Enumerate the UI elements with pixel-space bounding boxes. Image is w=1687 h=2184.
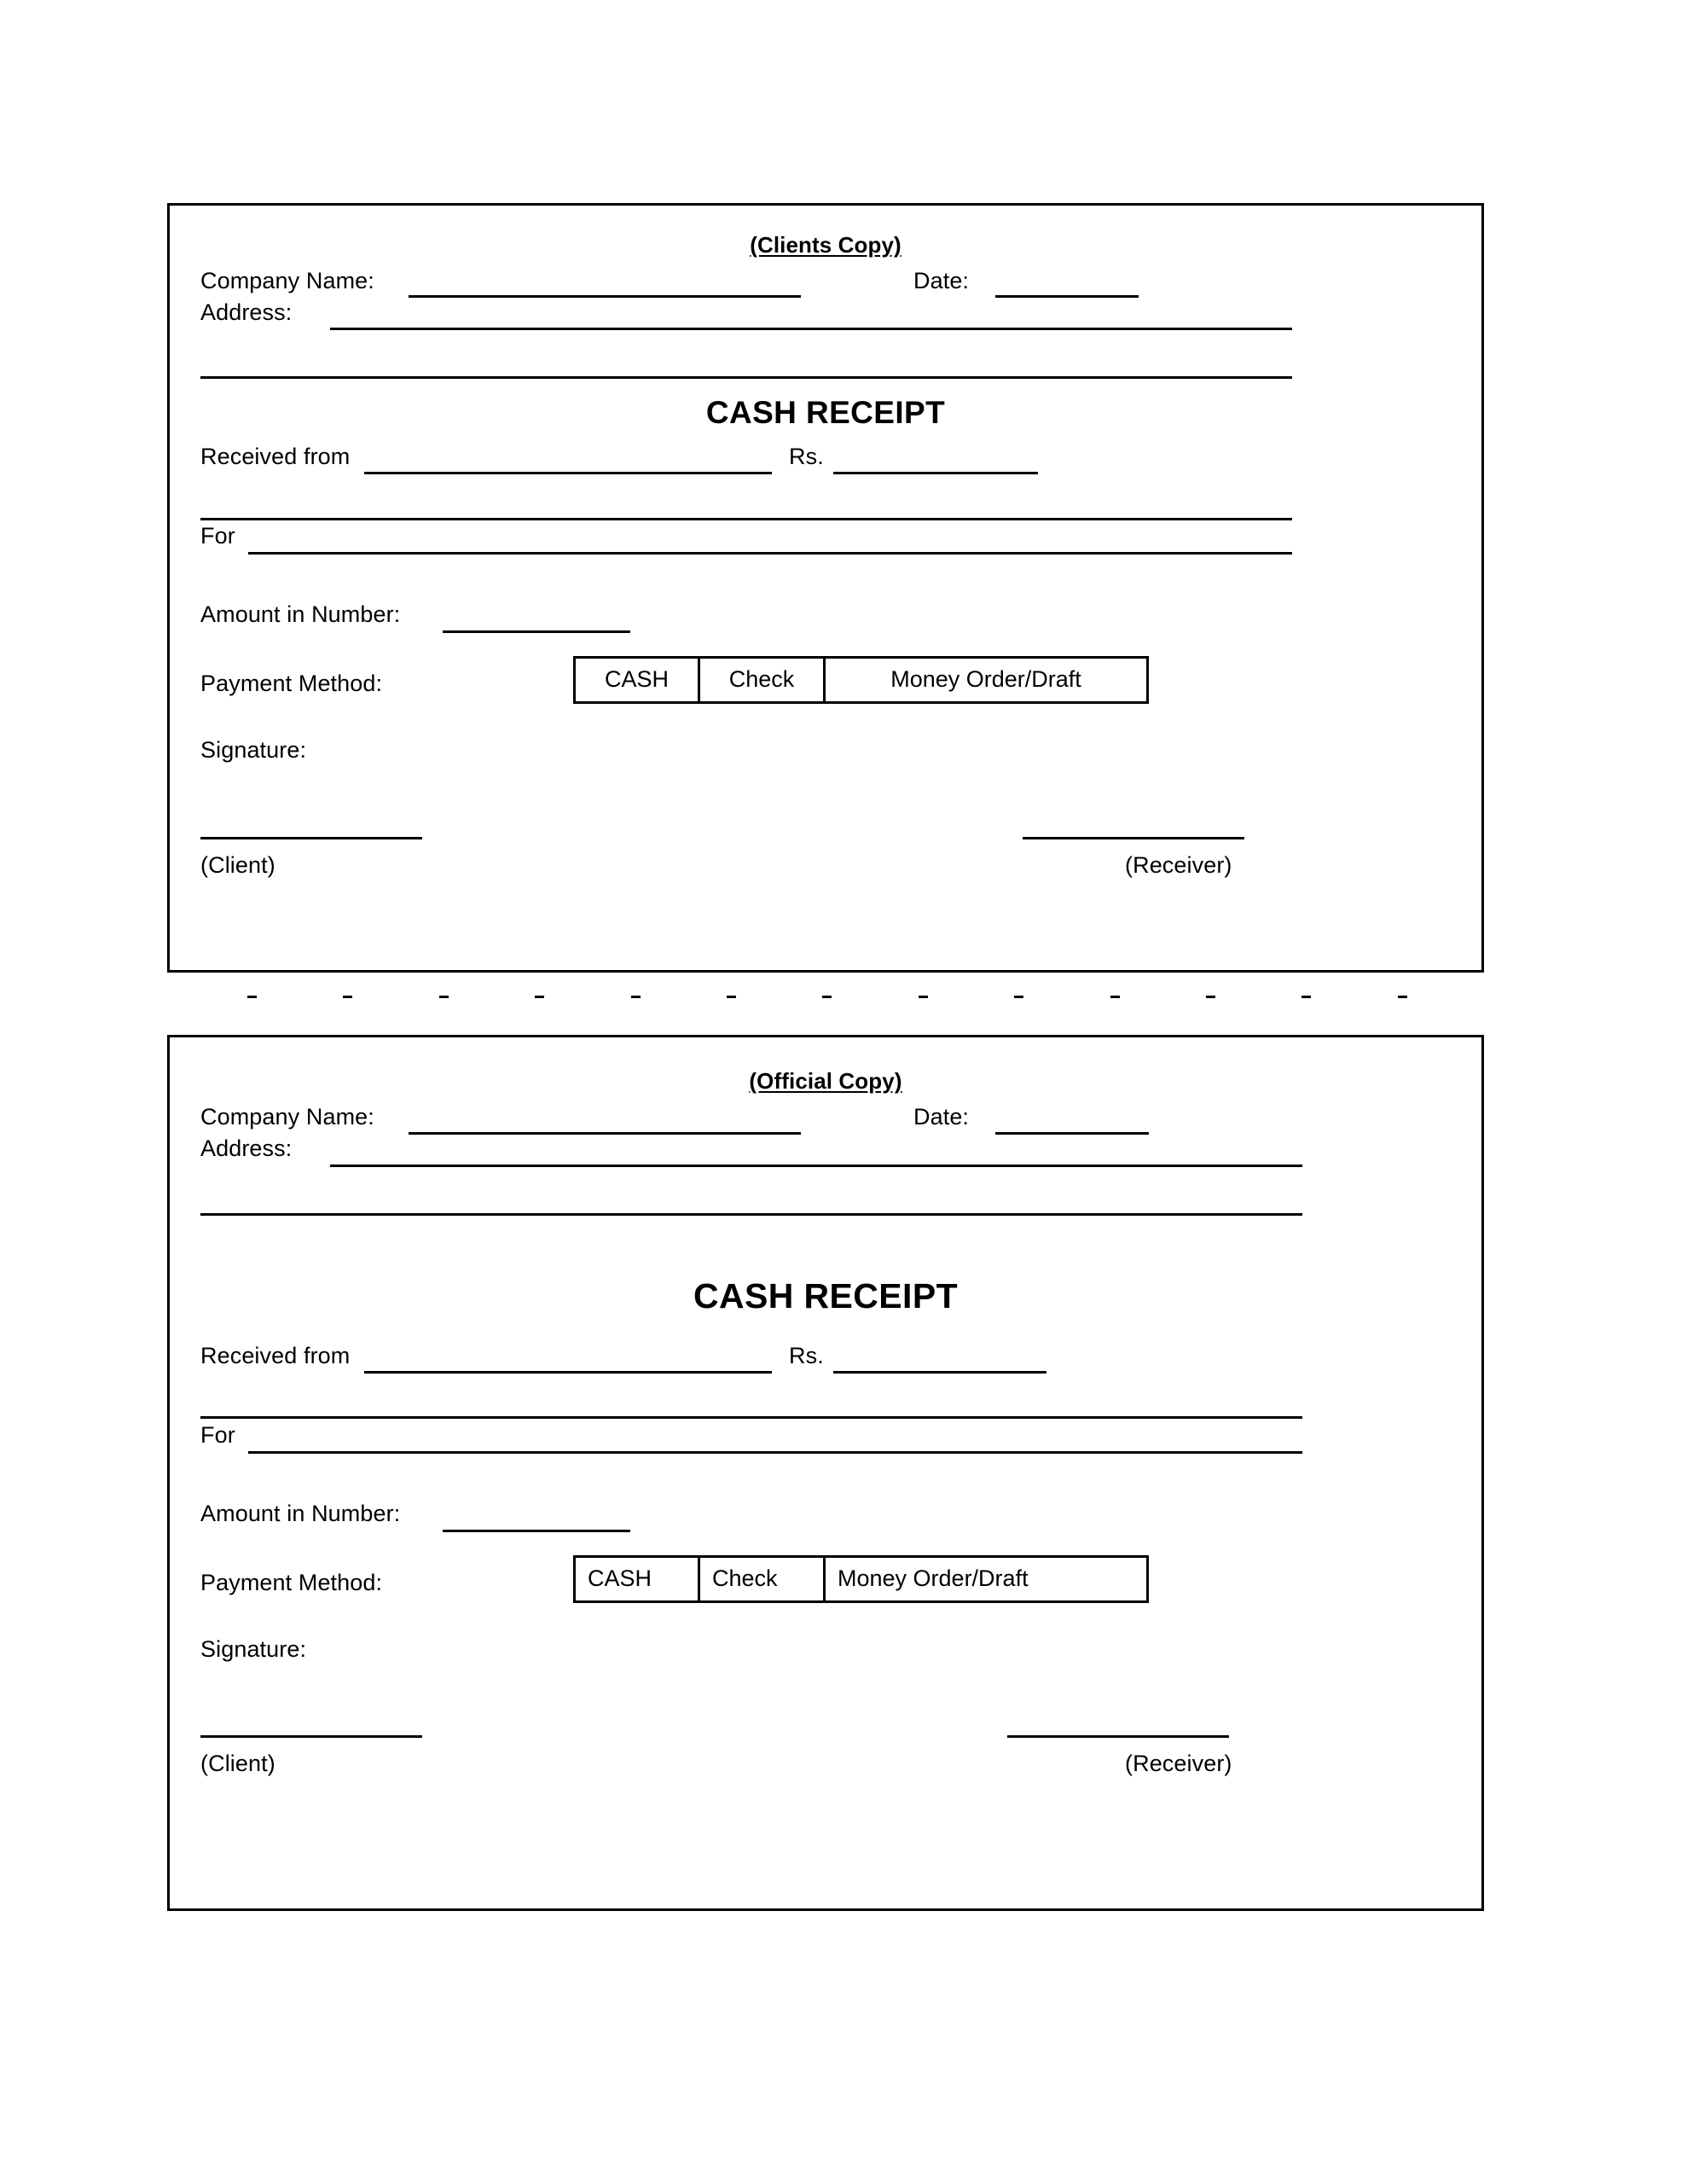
perforation-dash: [535, 996, 544, 998]
perforation-dash: [1301, 996, 1311, 998]
payment-option-cash[interactable]: CASH: [576, 1558, 700, 1600]
amount-in-number-label: Amount in Number:: [200, 1501, 401, 1526]
currency-label: Rs.: [789, 1343, 824, 1368]
document-title: CASH RECEIPT: [693, 1276, 959, 1316]
receiver-caption: (Receiver): [1125, 852, 1232, 878]
signature-label: Signature:: [200, 737, 307, 763]
date-input[interactable]: [995, 1132, 1149, 1135]
address-input-line2[interactable]: [200, 376, 1292, 379]
perforation-dash: [727, 996, 736, 998]
company-name-label: Company Name:: [200, 268, 374, 293]
received-from-label: Received from: [200, 444, 351, 469]
amount-in-number-input[interactable]: [443, 1530, 630, 1532]
perforation-dash: [1110, 996, 1120, 998]
document-title: CASH RECEIPT: [705, 395, 946, 430]
perforation-dash: [439, 996, 449, 998]
perforation-dash: [1014, 996, 1023, 998]
client-caption: (Client): [200, 852, 275, 878]
payment-method-label: Payment Method:: [200, 1570, 383, 1595]
receiver-signature-input[interactable]: [1007, 1735, 1229, 1738]
client-caption: (Client): [200, 1751, 275, 1776]
receipt-card-clients-copy: [167, 203, 1484, 973]
for-label: For: [200, 523, 235, 549]
address-label: Address:: [200, 1136, 293, 1161]
address-input[interactable]: [330, 328, 1292, 330]
received-from-input[interactable]: [364, 1371, 772, 1374]
amount-in-number-label: Amount in Number:: [200, 601, 401, 627]
perforation-dash: [343, 996, 352, 998]
for-input[interactable]: [248, 552, 1292, 555]
amount-words-input[interactable]: [833, 472, 1038, 474]
address-label: Address:: [200, 299, 293, 325]
perforation-dash: [919, 996, 928, 998]
for-label: For: [200, 1422, 235, 1448]
address-input-line2[interactable]: [200, 1213, 1302, 1216]
payment-option-check[interactable]: Check: [700, 659, 826, 701]
client-signature-input[interactable]: [200, 1735, 422, 1738]
received-from-label: Received from: [200, 1343, 351, 1368]
perforation-dash: [1206, 996, 1215, 998]
payment-option-check[interactable]: Check: [700, 1558, 826, 1600]
amount-words-input[interactable]: [833, 1371, 1046, 1374]
signature-label: Signature:: [200, 1636, 307, 1662]
perforation-tear-line: [247, 991, 1407, 1002]
received-from-input-line2[interactable]: [200, 518, 1292, 520]
payment-option-cash[interactable]: CASH: [576, 659, 700, 701]
for-input[interactable]: [248, 1451, 1302, 1454]
copy-type-label: (Clients Copy): [750, 232, 901, 258]
copy-type-label: (Official Copy): [749, 1068, 902, 1094]
client-signature-input[interactable]: [200, 837, 422, 839]
date-input[interactable]: [995, 295, 1139, 298]
payment-method-options: [573, 1555, 1149, 1603]
company-name-input[interactable]: [409, 295, 801, 298]
received-from-input-line2[interactable]: [200, 1416, 1302, 1419]
date-label: Date:: [913, 268, 970, 293]
perforation-dash: [822, 996, 832, 998]
company-name-input[interactable]: [409, 1132, 801, 1135]
payment-option-money-order-draft[interactable]: Money Order/Draft: [890, 666, 1081, 692]
perforation-dash: [247, 996, 257, 998]
company-name-label: Company Name:: [200, 1104, 374, 1130]
payment-option-money-order-draft[interactable]: Money Order/Draft: [838, 1565, 1029, 1591]
receiver-signature-input[interactable]: [1023, 837, 1244, 839]
received-from-input[interactable]: [364, 472, 772, 474]
currency-label: Rs.: [789, 444, 824, 469]
date-label: Date:: [913, 1104, 970, 1130]
perforation-dash: [1398, 996, 1407, 998]
receiver-caption: (Receiver): [1125, 1751, 1232, 1776]
payment-method-options: [573, 656, 1149, 704]
payment-method-label: Payment Method:: [200, 671, 383, 696]
receipt-card-official-copy: [167, 1035, 1484, 1911]
address-input[interactable]: [330, 1165, 1302, 1167]
amount-in-number-input[interactable]: [443, 630, 630, 633]
perforation-dash: [631, 996, 641, 998]
